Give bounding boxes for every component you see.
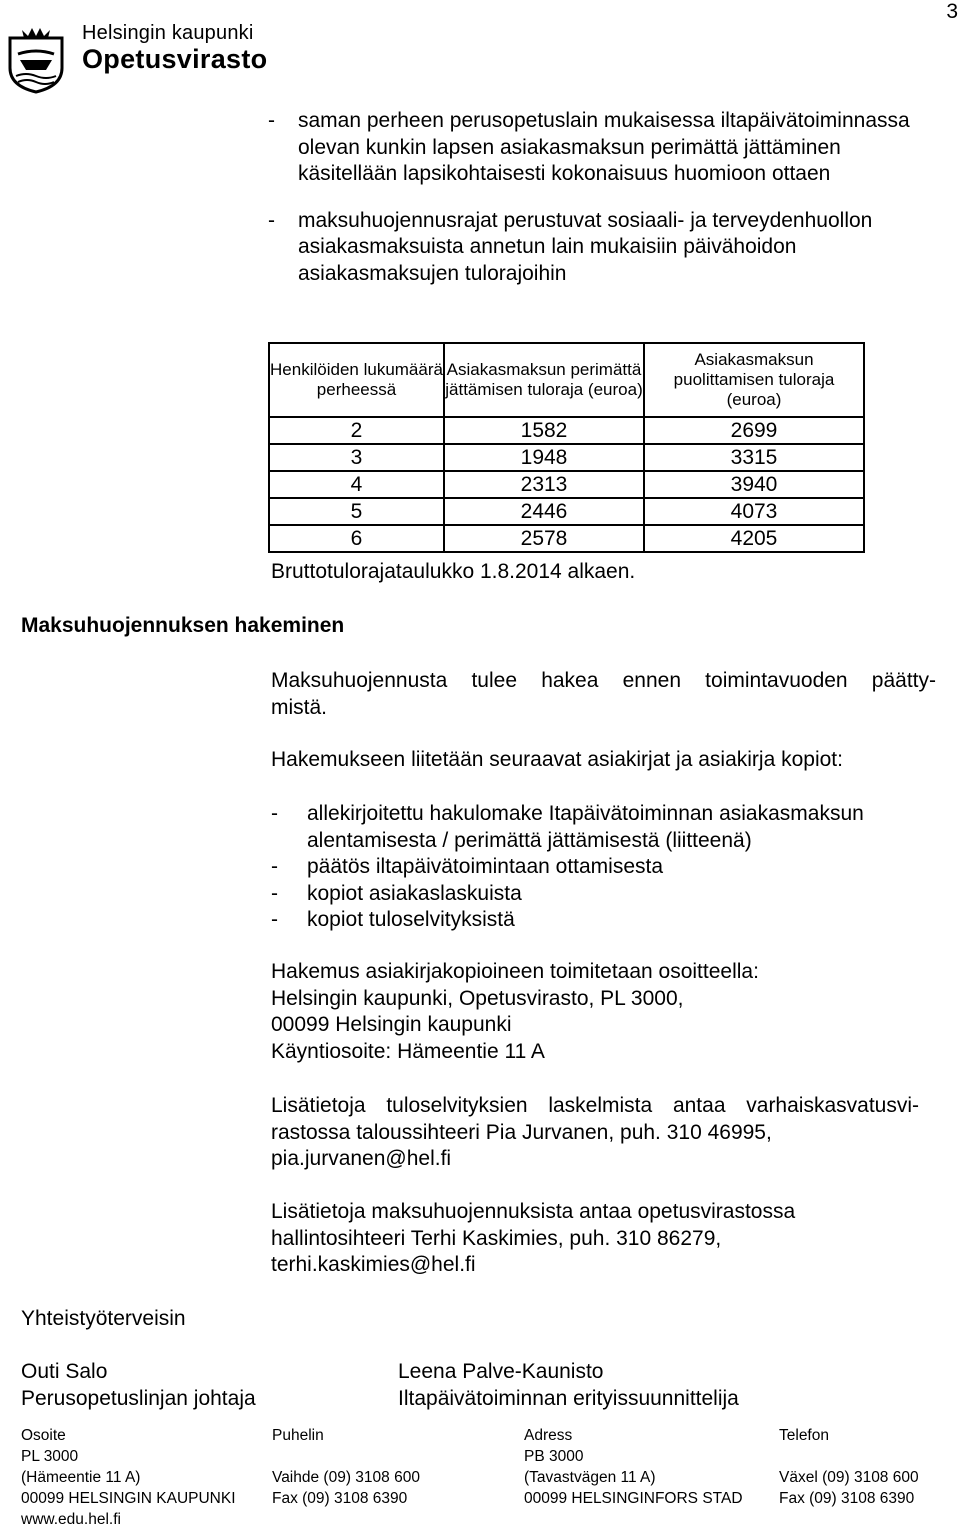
footer-label: Adress bbox=[524, 1427, 573, 1444]
address-block bbox=[271, 959, 941, 1065]
signer-title: Iltapäivätoiminnan erityissuunnittelija bbox=[398, 1386, 739, 1410]
address-line: 00099 Helsingin kaupunki bbox=[271, 1013, 512, 1036]
footer-text: PB 3000 bbox=[524, 1448, 584, 1465]
table-row bbox=[269, 498, 864, 525]
table-cell: 3940 bbox=[644, 471, 864, 498]
table-caption: Bruttotulorajataulukko 1.8.2014 alkaen. bbox=[271, 560, 636, 583]
bullet-dash: - bbox=[271, 855, 278, 878]
apply-line: mistä. bbox=[271, 695, 328, 719]
table-cell: 4073 bbox=[644, 498, 864, 525]
table-cell: 2699 bbox=[644, 417, 864, 444]
footer-label: Osoite bbox=[21, 1427, 66, 1444]
bullet-dash: - bbox=[271, 881, 278, 905]
footer-address-fi bbox=[21, 1425, 236, 1530]
footer-text: 00099 HELSINGIN KAUPUNKI bbox=[21, 1490, 236, 1507]
section-heading: Maksuhuojennuksen hakeminen bbox=[21, 614, 345, 637]
table-cell: 1948 bbox=[444, 444, 644, 471]
table-row bbox=[269, 417, 864, 444]
info-line: Lisätietoja maksuhuojennuksista antaa opetusvirastossa bbox=[271, 1200, 796, 1223]
address-line: Käyntiosoite: Hämeentie 11 A bbox=[271, 1039, 545, 1063]
table-row bbox=[269, 444, 864, 471]
bullet-dash: - bbox=[268, 208, 275, 232]
table-cell: 2 bbox=[269, 417, 444, 444]
footer-label: Puhelin bbox=[272, 1427, 324, 1444]
footer-text: (Tavastvägen 11 A) bbox=[524, 1469, 656, 1486]
closing-greeting: Yhteistyöterveisin bbox=[21, 1307, 186, 1330]
info-email: pia.jurvanen@hel.fi bbox=[271, 1147, 452, 1170]
attachments-list bbox=[271, 801, 941, 934]
footer-text: Fax (09) 3108 6390 bbox=[272, 1490, 408, 1507]
footer-text bbox=[779, 1446, 919, 1467]
table-header-cell: Asiakasmaksun perimättä jättämisen tuloraja (euroa) bbox=[444, 343, 644, 417]
table-cell: 6 bbox=[269, 525, 444, 552]
bullet-dash: - bbox=[271, 908, 278, 931]
list-item bbox=[271, 907, 941, 934]
footer-text: PL 3000 bbox=[21, 1448, 79, 1465]
table-cell: 3 bbox=[269, 444, 444, 471]
table-cell: 5 bbox=[269, 498, 444, 525]
intro-bullet-list bbox=[268, 108, 940, 287]
signer-title: Perusopetuslinjan johtaja bbox=[21, 1386, 256, 1410]
list-item-text: kopiot asiakaslaskuista bbox=[307, 881, 522, 905]
footer-phone-sv bbox=[779, 1425, 919, 1509]
list-item-text: kopiot tuloselvityksistä bbox=[307, 908, 515, 931]
list-item bbox=[271, 854, 941, 881]
table-header-row bbox=[269, 343, 864, 417]
info-line: rastossa taloussihteeri Pia Jurvanen, puh. 310 46995, bbox=[271, 1120, 772, 1144]
list-item-text: maksuhuojennusrajat perustuvat sosiaali- ja terveydenhuollon asiakasmaksuista annetun lain mukaisiin päivähoidon asiakasmaksujen tulorajoihin bbox=[298, 208, 873, 285]
list-item bbox=[271, 801, 941, 854]
table-cell: 2446 bbox=[444, 498, 644, 525]
table-cell: 2578 bbox=[444, 525, 644, 552]
table-header-cell: Henkilöiden lukumäärä perheessä bbox=[269, 343, 444, 417]
info-paragraph-income bbox=[271, 1093, 919, 1173]
table-cell: 1582 bbox=[444, 417, 644, 444]
list-item-text: päätös iltapäivätoimintaan ottamisesta bbox=[307, 855, 664, 878]
list-item-text: allekirjoitettu hakulomake Itapäivätoiminnan asiakasmaksun alentamisesta / perimättä jättämisestä (liitteenä) bbox=[307, 802, 864, 852]
attachments-intro: Hakemukseen liitetään seuraavat asiakirjat ja asiakirja kopiot: bbox=[271, 748, 843, 771]
list-item bbox=[268, 208, 940, 288]
info-email: terhi.kaskimies@hel.fi bbox=[271, 1253, 476, 1276]
table-header-cell: Asiakasmaksun puolittamisen tuloraja (euroa) bbox=[644, 343, 864, 417]
table-cell: 4 bbox=[269, 471, 444, 498]
signer-name: Outi Salo bbox=[21, 1360, 108, 1383]
table-cell: 4205 bbox=[644, 525, 864, 552]
signer-1 bbox=[21, 1359, 256, 1412]
table-row bbox=[269, 525, 864, 552]
footer-text bbox=[272, 1446, 420, 1467]
signer-2 bbox=[398, 1359, 739, 1412]
footer-website-link[interactable]: www.edu.hel.fi bbox=[21, 1511, 121, 1528]
table-row bbox=[269, 471, 864, 498]
footer-text: Vaihde (09) 3108 600 bbox=[272, 1469, 420, 1486]
organization-name: Helsingin kaupunki bbox=[82, 22, 254, 44]
income-limit-table bbox=[268, 342, 865, 553]
footer-label: Telefon bbox=[779, 1427, 829, 1444]
info-line: Lisätietoja tuloselvityksien laskelmista antaa varhaiskasvatusvi- bbox=[271, 1094, 919, 1117]
apply-paragraph bbox=[271, 668, 936, 721]
page-number: 3 bbox=[946, 0, 958, 23]
address-line: Helsingin kaupunki, Opetusvirasto, PL 3000, bbox=[271, 986, 684, 1010]
signer-name: Leena Palve-Kaunisto bbox=[398, 1360, 604, 1383]
apply-line: Maksuhuojennusta tulee hakea ennen toimintavuoden päätty- bbox=[271, 669, 936, 692]
list-item bbox=[271, 881, 941, 908]
list-item bbox=[268, 108, 940, 188]
department-name: Opetusvirasto bbox=[82, 44, 268, 74]
table-cell: 2313 bbox=[444, 471, 644, 498]
footer-address-sv bbox=[524, 1425, 743, 1509]
table-cell: 3315 bbox=[644, 444, 864, 471]
address-line: Hakemus asiakirjakopioineen toimitetaan osoitteella: bbox=[271, 960, 759, 983]
info-line: hallintosihteeri Terhi Kaskimies, puh. 310 86279, bbox=[271, 1226, 722, 1250]
list-item-text: saman perheen perusopetuslain mukaisessa iltapäivätoiminnassa olevan kunkin lapsen asiakasmaksun perimättä jättäminen käsitellään lapsikohtaisesti kokonaisuus huomioon ottaen bbox=[298, 109, 910, 185]
footer-phone-fi bbox=[272, 1425, 420, 1509]
footer-text: Fax (09) 3108 6390 bbox=[779, 1490, 915, 1507]
footer-text: 00099 HELSINGINFORS STAD bbox=[524, 1490, 743, 1507]
bullet-dash: - bbox=[268, 109, 275, 132]
bullet-dash: - bbox=[271, 802, 278, 825]
footer-text: Växel (09) 3108 600 bbox=[779, 1469, 919, 1486]
info-paragraph-fees bbox=[271, 1199, 941, 1279]
footer-text: (Hämeentie 11 A) bbox=[21, 1469, 141, 1486]
city-crest-logo bbox=[6, 24, 66, 94]
